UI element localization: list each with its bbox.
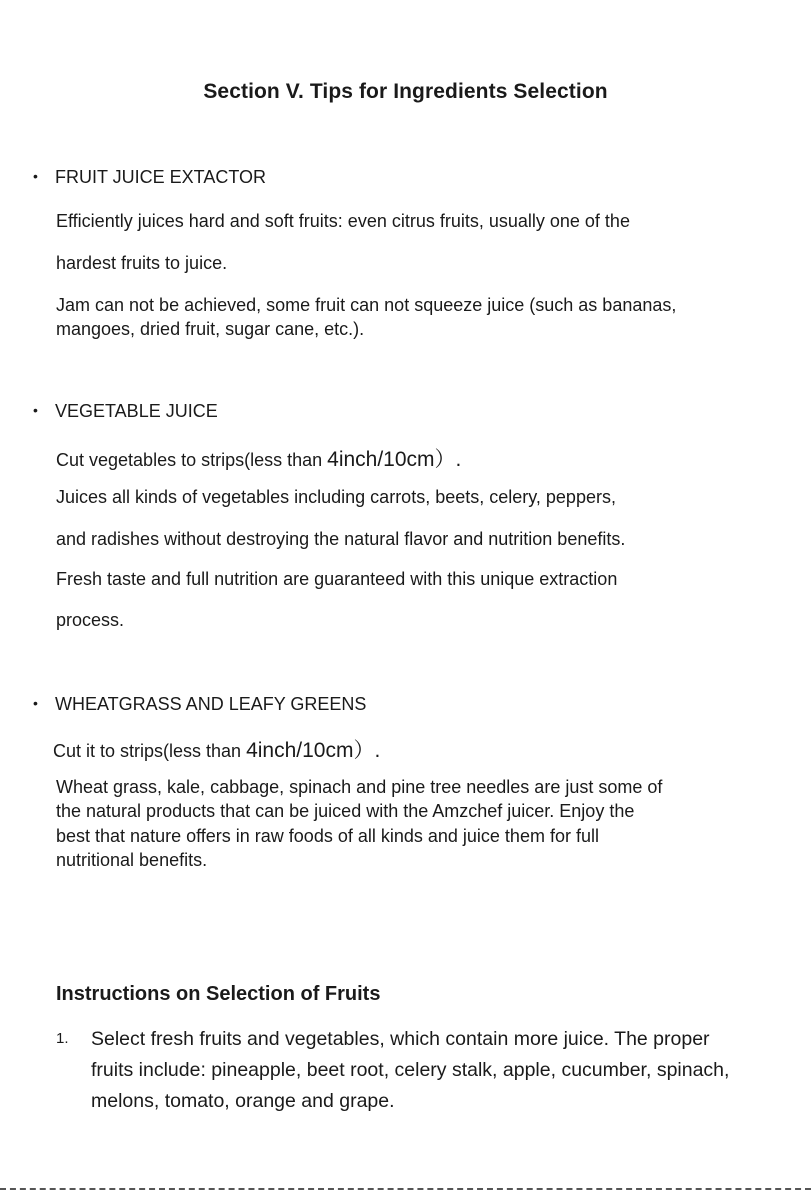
paragraph-line: hardest fruits to juice. <box>56 253 228 273</box>
list-item-line: melons, tomato, orange and grape. <box>91 1090 395 1112</box>
paragraph-line: the natural products that can be juiced with the Amzchef juicer. Enjoy the <box>56 801 635 821</box>
cut-size-value: 4inch/10cm）. <box>327 448 462 471</box>
paragraph-line: Wheat grass, kale, cabbage, spinach and pine tree needles are just some of <box>56 777 663 797</box>
section-heading-fruit-juice: • FRUIT JUICE EXTACTOR <box>33 167 267 187</box>
paragraph-line: and radishes without destroying the natural flavor and nutrition benefits. <box>56 529 626 549</box>
cut-instruction-line <box>53 734 380 764</box>
paragraph-line: Efficiently juices hard and soft fruits: even citrus fruits, usually one of the <box>56 211 630 231</box>
paragraph-line: nutritional benefits. <box>56 850 208 870</box>
cut-instruction-text: Cut vegetables to strips(less than <box>56 450 328 470</box>
bullet-icon: • <box>33 402 38 418</box>
page-bottom-rule <box>0 1188 811 1190</box>
list-item-line: fruits include: pineapple, beet root, celery stalk, apple, cucumber, spinach, <box>91 1059 730 1081</box>
list-number: 1. <box>56 1030 69 1047</box>
paragraph-line: Jam can not be achieved, some fruit can not squeeze juice (such as bananas, <box>56 295 677 315</box>
paragraph-line: Juices all kinds of vegetables including carrots, beets, celery, peppers, <box>56 487 616 507</box>
page-title: Section V. Tips for Ingredients Selection <box>203 80 608 103</box>
list-item-line: Select fresh fruits and vegetables, which contain more juice. The proper <box>91 1028 710 1050</box>
bullet-icon: • <box>33 168 38 184</box>
section-heading-wheatgrass: • WHEATGRASS AND LEAFY GREENS <box>33 694 367 714</box>
cut-size-value: 4inch/10cm）. <box>246 739 381 762</box>
instructions-heading: Instructions on Selection of Fruits <box>56 983 381 1005</box>
paragraph-line: Fresh taste and full nutrition are guaranteed with this unique extraction <box>56 569 618 589</box>
cut-instruction-line <box>56 443 461 473</box>
cut-instruction-text: Cut it to strips(less than <box>53 741 247 761</box>
section-heading-vegetable-juice: • VEGETABLE JUICE <box>33 401 218 421</box>
bullet-icon: • <box>33 695 38 711</box>
paragraph-line: mangoes, dried fruit, sugar cane, etc.). <box>56 319 365 339</box>
paragraph-line: process. <box>56 610 125 630</box>
paragraph-line: best that nature offers in raw foods of all kinds and juice them for full <box>56 826 599 846</box>
